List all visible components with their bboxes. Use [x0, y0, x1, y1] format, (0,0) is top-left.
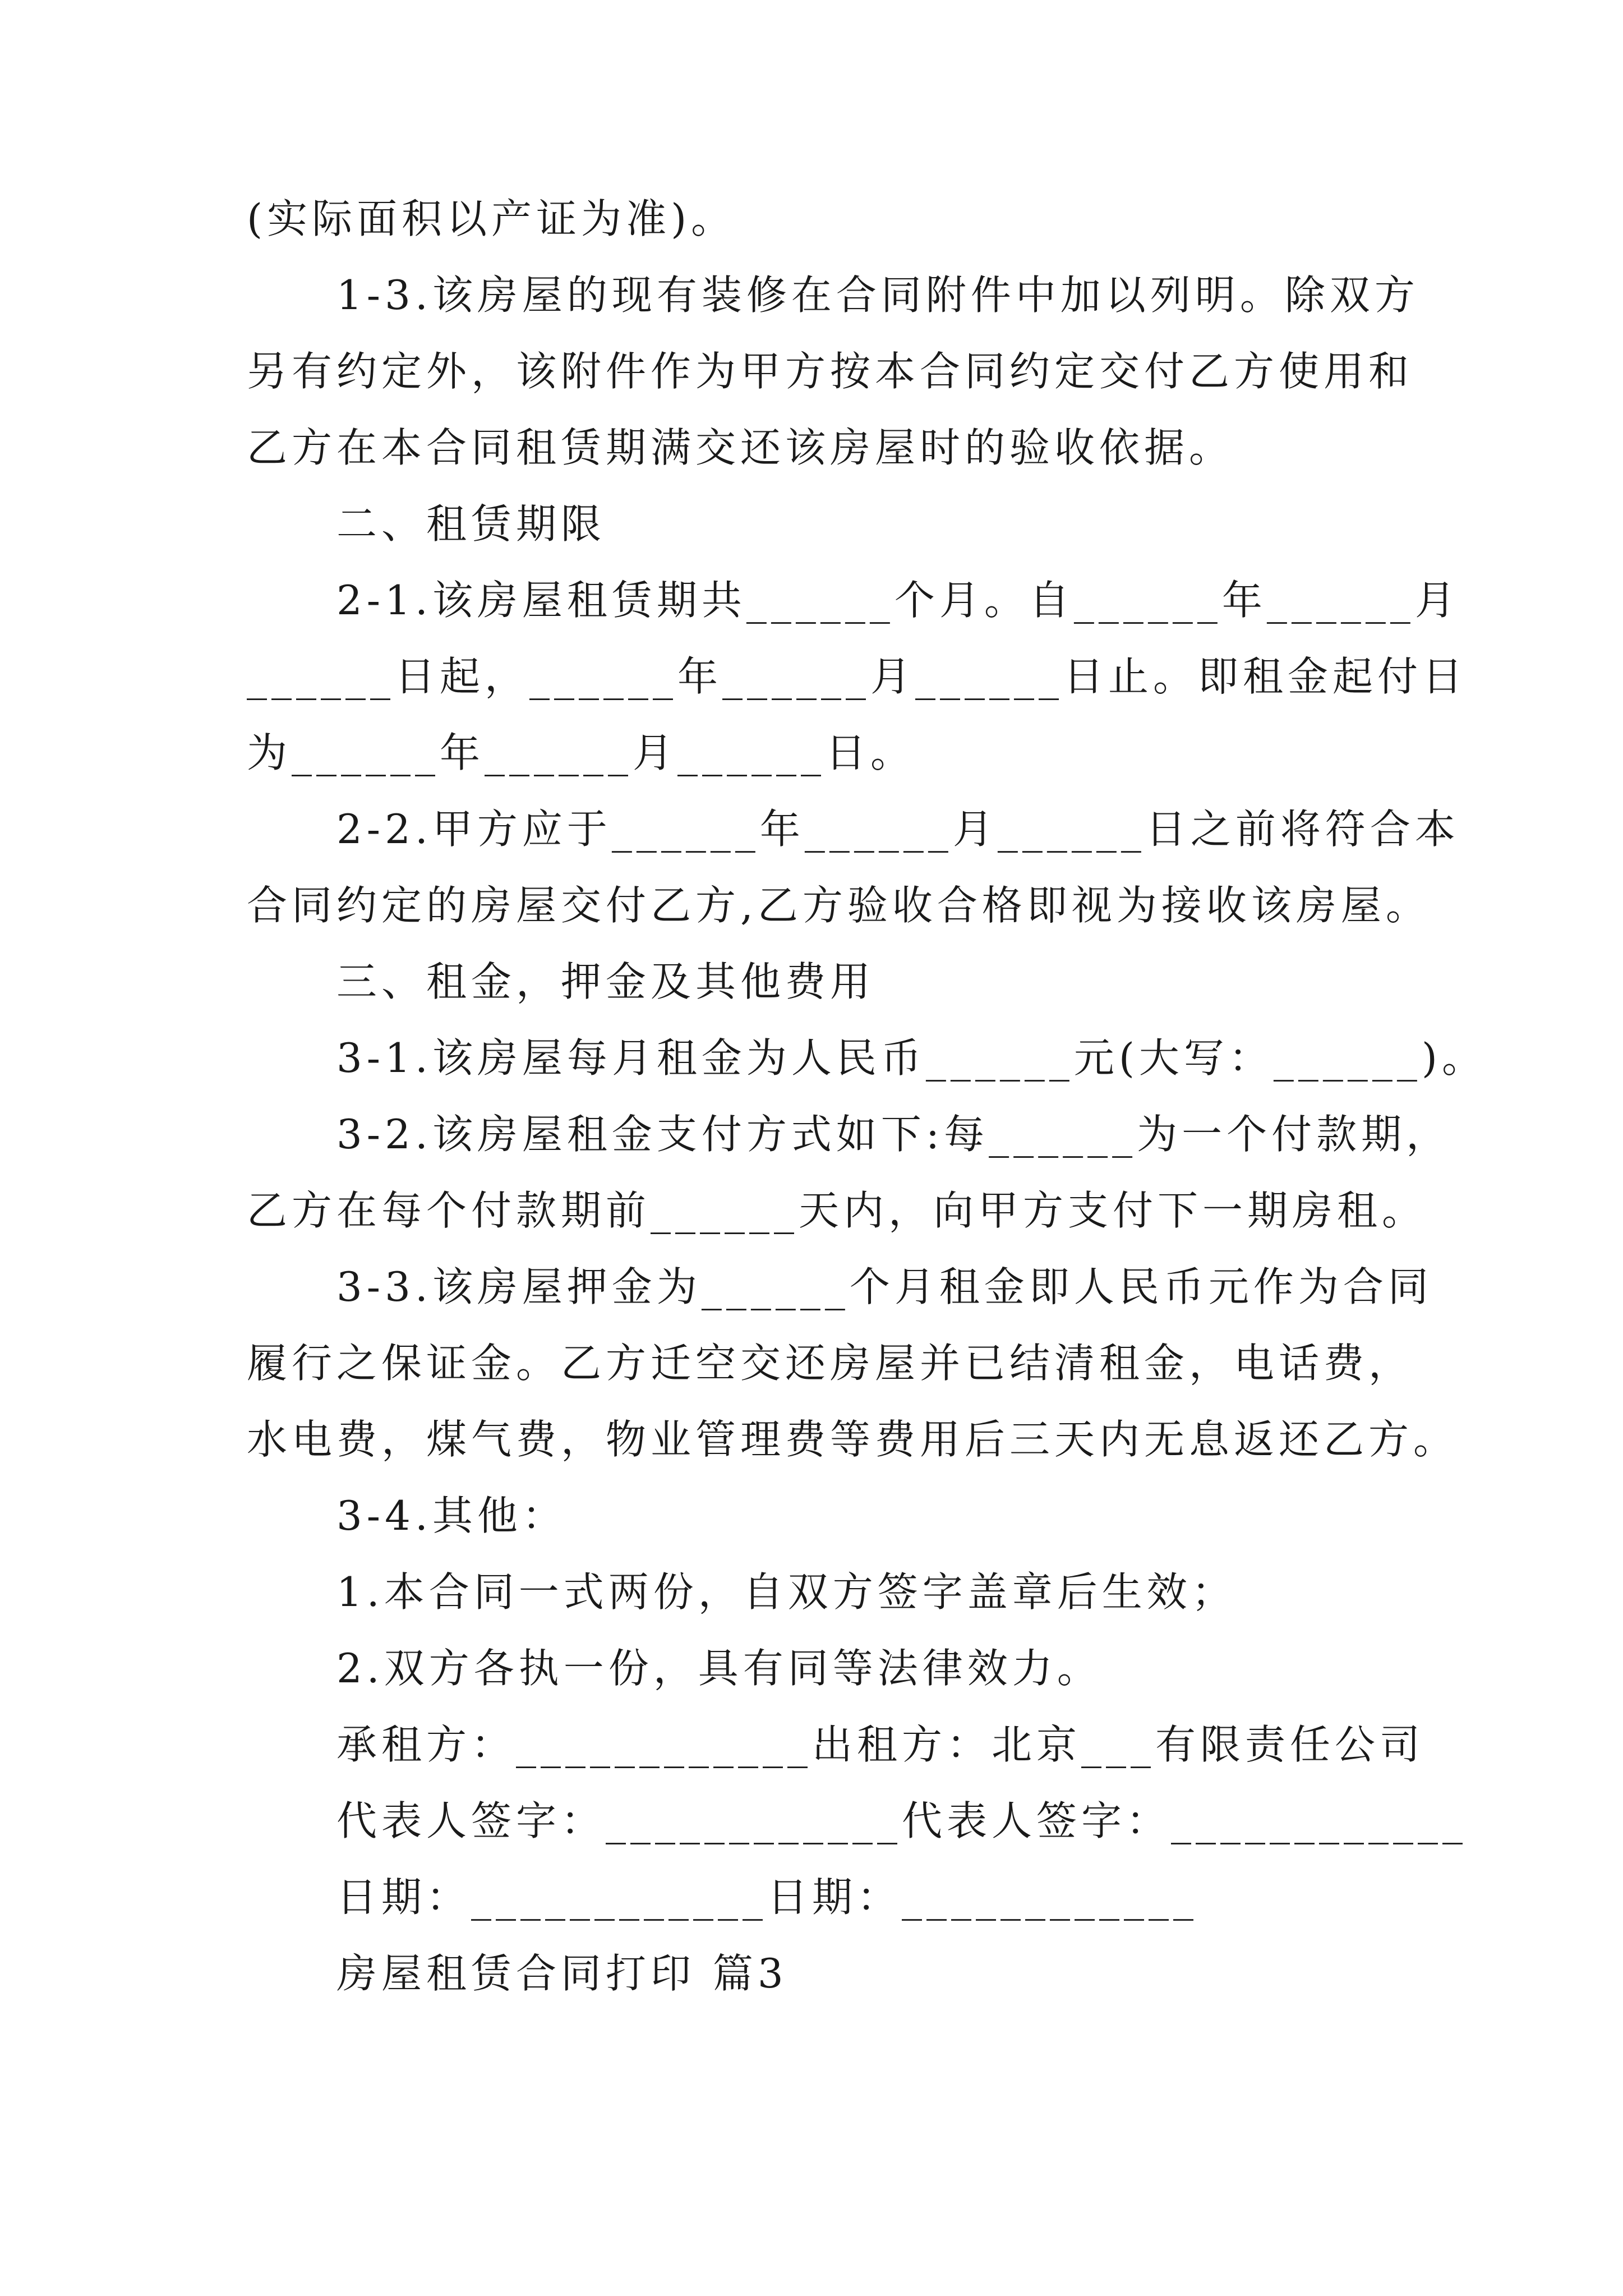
signature-line-dates: 日期：____________日期：____________: [336, 1874, 1198, 1921]
text-line: 1.本合同一式两份，自双方签字盖章后生效；: [336, 1568, 1237, 1616]
text-line: 2.双方各执一份，具有同等法律效力。: [336, 1645, 1102, 1692]
text-line: 3-4.其他：: [336, 1492, 567, 1539]
text-line: 履行之保证金。乙方迁空交还房屋并已结清租金，电话费，: [247, 1340, 1414, 1387]
text-line: 3-2.该房屋租金支付方式如下:每______为一个付款期，: [336, 1111, 1451, 1158]
text-line: 另有约定外，该附件作为甲方按本合同约定交付乙方使用和: [247, 348, 1414, 395]
text-line: 3-3.该房屋押金为______个月租金即人民币元作为合同: [336, 1263, 1433, 1310]
text-line: (实际面积以产证为准)。: [247, 195, 736, 242]
text-line: 为______年______月______日。: [247, 729, 916, 776]
text-line: 2-2.甲方应于______年______月______日之前将符合本: [336, 806, 1460, 853]
signature-line-representatives: 代表人签字：____________代表人签字：____________: [336, 1797, 1468, 1844]
text-line: 1-3.该房屋的现有装修在合同附件中加以列明。除双方: [336, 272, 1419, 319]
section-heading: 三、租金，押金及其他费用: [336, 958, 875, 1005]
text-line: 乙方在本合同租赁期满交还该房屋时的验收依据。: [247, 424, 1234, 471]
section-heading: 房屋租赁合同打印 篇3: [336, 1950, 788, 1997]
signature-line-parties: 承租方：____________出租方：北京___有限责任公司: [336, 1721, 1425, 1768]
text-line: ______日起，______年______月______日止。即租金起付日: [247, 653, 1468, 700]
text-line: 合同约定的房屋交付乙方,乙方验收合格即视为接收该房屋。: [247, 882, 1431, 929]
text-line: 水电费，煤气费，物业管理费等费用后三天内无息返还乙方。: [247, 1416, 1459, 1463]
section-heading: 二、租赁期限: [336, 500, 606, 547]
text-line: 乙方在每个付款期前______天内，向甲方支付下一期房租。: [247, 1187, 1427, 1234]
text-line: 3-1.该房屋每月租金为人民币______元(大写：______)。: [336, 1034, 1487, 1082]
text-line: 2-1.该房屋租赁期共______个月。自______年______月: [336, 577, 1460, 624]
